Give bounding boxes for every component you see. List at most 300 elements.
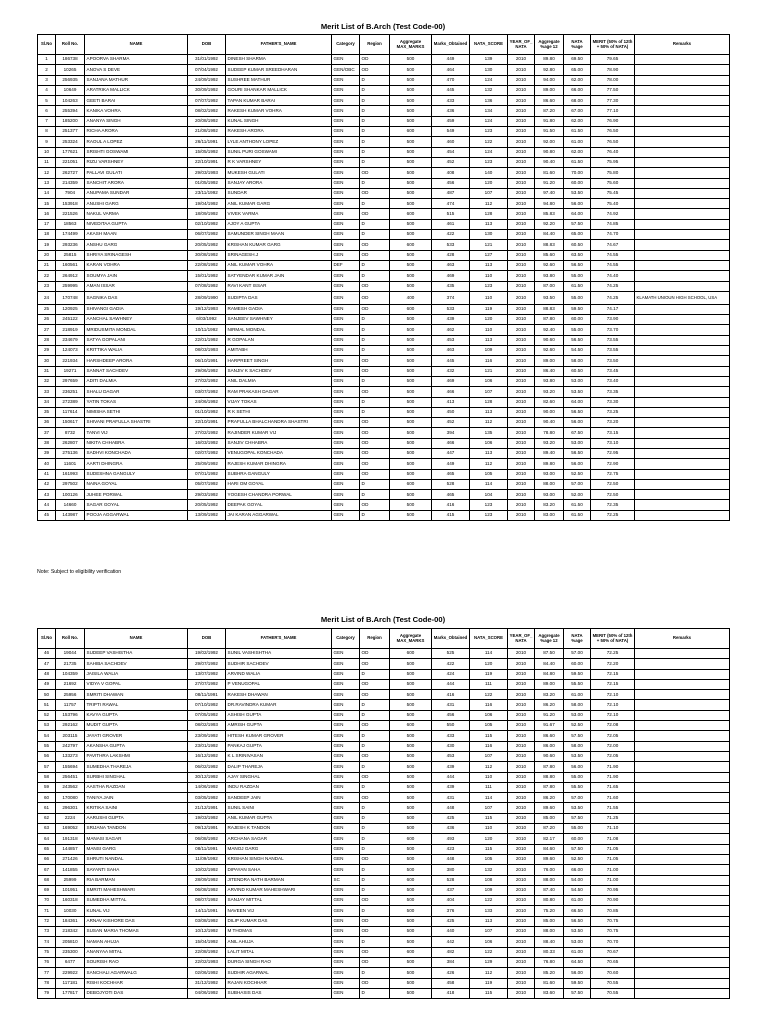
table-cell: 500 (390, 500, 432, 510)
table-cell: 74.25 (591, 291, 635, 304)
table-cell: 170080 (56, 793, 85, 803)
table-cell (635, 762, 730, 772)
table-cell: 119 (470, 304, 508, 314)
table-cell (635, 490, 730, 500)
table-cell: SUNIL VASHISHTHA (226, 649, 332, 659)
table-cell: 97.40 (535, 188, 564, 198)
table-cell: ANANYAA MITAL (85, 947, 188, 957)
table-cell: LYLE ANTHONY LOPEZ (226, 137, 332, 147)
table-row (38, 490, 730, 500)
table-cell: 500 (390, 75, 432, 85)
table-cell (635, 793, 730, 803)
table-cell: 456 (432, 178, 470, 188)
table-cell: SUDEEP VASHISTHA (85, 649, 188, 659)
table-cell: 15/01/1992 (188, 271, 226, 281)
table-cell: 48 (38, 669, 56, 679)
table-cell: 61 (38, 803, 56, 813)
table-cell: 29/03/1993 (188, 168, 226, 178)
table-cell (635, 479, 730, 489)
table-cell: 74.85 (591, 219, 635, 229)
table-cell: OD (360, 649, 390, 659)
table-cell: SOUMYA JAIN (85, 271, 188, 281)
table-cell: GEN (332, 85, 360, 95)
column-header: Category (332, 35, 360, 55)
table-cell: 500 (390, 459, 432, 469)
table-cell: 500 (390, 988, 432, 998)
table-cell: 2010 (508, 854, 535, 864)
table-cell: 33 (38, 387, 56, 397)
table-cell (635, 448, 730, 458)
table-cell: 60.00 (564, 315, 591, 325)
table-cell: 177817 (56, 988, 85, 998)
table-cell: 2010 (508, 490, 535, 500)
table-cell: 2010 (508, 387, 535, 397)
table-cell: 71.55 (591, 803, 635, 813)
table-cell: NAKUL VARMA (85, 209, 188, 219)
table-cell: 112 (470, 762, 508, 772)
table-cell: 2010 (508, 751, 535, 761)
column-header: NATA %age (564, 629, 591, 649)
table-cell: NIVEDITAA GUPTA (85, 219, 188, 229)
table-row (38, 772, 730, 782)
table-cell: SHIVANI PRAFULLA SHASTRI (85, 418, 188, 428)
table-cell: D (360, 335, 390, 345)
table-cell: 7904 (56, 188, 85, 198)
table-cell: 20 (38, 250, 56, 260)
table-cell: 2 (38, 65, 56, 75)
table-cell: 53.50 (564, 927, 591, 937)
table-cell: 15/05/1992 (188, 147, 226, 157)
table-cell: KRISHAN SINGH NANDAL (226, 854, 332, 864)
table-cell: SATYENDAR KUMAR JAIN (226, 271, 332, 281)
table-cell: 21/08/1992 (188, 127, 226, 137)
table-cell: 66.00 (564, 85, 591, 95)
table-cell: 500 (390, 346, 432, 356)
table-cell: GEN (332, 346, 360, 356)
table-cell: 2010 (508, 865, 535, 875)
table-cell: 61.00 (564, 947, 591, 957)
table-cell: 500 (390, 397, 432, 407)
table-cell: 2010 (508, 469, 535, 479)
table-row (38, 700, 730, 710)
table-cell: 58.00 (564, 356, 591, 366)
table-cell: 45 (38, 510, 56, 520)
table-cell: 2010 (508, 947, 535, 957)
table-cell: 56.50 (564, 260, 591, 270)
table-cell: 436 (432, 106, 470, 116)
column-header: Aggregate %age 12 (535, 629, 564, 649)
table-cell: KRITTIKA WALIA (85, 346, 188, 356)
table-cell: OD (360, 721, 390, 731)
table-cell: GEN (332, 387, 360, 397)
table-cell: 500 (390, 178, 432, 188)
table-cell: 500 (390, 885, 432, 895)
table-cell: 92.60 (535, 346, 564, 356)
table-cell: 57.00 (564, 479, 591, 489)
table-cell: 67.50 (564, 428, 591, 438)
table-cell: 76.40 (591, 147, 635, 157)
table-cell: 22/02/1993 (188, 957, 226, 967)
table-cell: D (360, 346, 390, 356)
table-cell: D (360, 271, 390, 281)
table-cell: 120 (470, 315, 508, 325)
table-cell: 442 (432, 937, 470, 947)
table-cell: 82.17 (535, 834, 564, 844)
table-cell: 27/02/1992 (188, 376, 226, 386)
table-cell: 449 (432, 459, 470, 469)
table-cell: 57.50 (564, 813, 591, 823)
page-title-2: Merit List of B.Arch (Test Code-00) (320, 615, 446, 624)
table-cell: D (360, 875, 390, 885)
column-header: Category (332, 629, 360, 649)
table-cell: PAVITHRA LAKSHMI (85, 751, 188, 761)
table-cell: 89.60 (535, 854, 564, 864)
table-row (38, 957, 730, 967)
table-cell: 64.00 (564, 397, 591, 407)
table-cell: 03/05/1992 (188, 793, 226, 803)
table-cell: 56 (38, 751, 56, 761)
table-cell: 63.50 (564, 250, 591, 260)
table-cell: 245122 (56, 315, 85, 325)
table-cell: 2010 (508, 500, 535, 510)
table-header-row (38, 629, 730, 649)
table-cell: 433 (432, 731, 470, 741)
table-cell: D (360, 325, 390, 335)
table-cell: 52.00 (564, 490, 591, 500)
table-cell: 28/09/1990 (188, 291, 226, 304)
table-cell: SHIVANGI GADIA (85, 304, 188, 314)
table-cell: 31/01/1992 (188, 55, 226, 65)
table-cell: 71.08 (591, 834, 635, 844)
table-cell: 500 (390, 260, 432, 270)
table-cell (635, 325, 730, 335)
table-cell: 262727 (56, 168, 85, 178)
table-cell: 51 (38, 700, 56, 710)
table-cell: GEN (332, 157, 360, 167)
table-cell: 74.17 (591, 304, 635, 314)
table-row (38, 834, 730, 844)
table-cell: DINESH SHARMA (226, 55, 332, 65)
table-cell: OD (360, 250, 390, 260)
table-cell: 2010 (508, 315, 535, 325)
table-cell: 143987 (56, 510, 85, 520)
table-cell: 2010 (508, 346, 535, 356)
table-cell: 160561 (56, 260, 85, 270)
table-cell: 19/12/1993 (188, 304, 226, 314)
table-cell: OD (360, 168, 390, 178)
table-cell: 122 (470, 690, 508, 700)
column-header: Marks_Obtained (432, 35, 470, 55)
table-row (38, 418, 730, 428)
table-cell: 08/02/1993 (188, 721, 226, 731)
table-cell: 84.60 (535, 844, 564, 854)
table-cell: GEN (332, 937, 360, 947)
table-cell: OD (360, 896, 390, 906)
table-cell: ANIL KUMAR GARG (226, 199, 332, 209)
table-cell: 117181 (56, 978, 85, 988)
table-cell: 423 (432, 844, 470, 854)
table-cell: 110 (470, 772, 508, 782)
table-cell: 123 (470, 281, 508, 291)
table-cell: 53.00 (564, 438, 591, 448)
table-cell: 52.50 (564, 721, 591, 731)
table-cell: 89.40 (535, 448, 564, 458)
table-cell: 72.35 (591, 500, 635, 510)
table-cell: D (360, 230, 390, 240)
table-cell (635, 188, 730, 198)
table-cell: 500 (390, 927, 432, 937)
table-cell: 79 (38, 988, 56, 998)
table-cell: 73.55 (591, 335, 635, 345)
table-cell: 493 (432, 834, 470, 844)
table-cell: OD (360, 65, 390, 75)
table-cell: 14/06/1992 (188, 782, 226, 792)
table-cell: GEN (332, 906, 360, 916)
table-cell: KAVYA GUPTA (85, 710, 188, 720)
table-cell: 380 (432, 865, 470, 875)
table-cell: 78.80 (535, 428, 564, 438)
table-cell: 89.00 (535, 679, 564, 689)
table-cell: OD (360, 209, 390, 219)
table-cell: 255394 (56, 106, 85, 116)
table-cell: 08/11/1991 (188, 690, 226, 700)
table-cell: R K SETHI (226, 407, 332, 417)
table-cell: 133273 (56, 751, 85, 761)
table-row (38, 376, 730, 386)
table-cell: DEF (332, 260, 360, 270)
table-cell: 528 (432, 479, 470, 489)
table-cell: K L SRINIVASAN (226, 751, 332, 761)
table-row (38, 978, 730, 988)
table-cell: GEN (332, 731, 360, 741)
table-cell: D (360, 700, 390, 710)
table-cell: 500 (390, 366, 432, 376)
table-cell: 8 (38, 127, 56, 137)
table-cell: 22/01/1992 (188, 335, 226, 345)
table-cell: 21735 (56, 659, 85, 669)
table-cell: 20/05/1992 (188, 500, 226, 510)
table-cell: 2010 (508, 271, 535, 281)
table-cell: 83.60 (535, 988, 564, 998)
table-cell: 113 (470, 448, 508, 458)
table-cell: 133 (470, 906, 508, 916)
column-header: Region (360, 629, 390, 649)
table-cell: 2010 (508, 721, 535, 731)
table-cell: SRIJANA TANDON (85, 824, 188, 834)
table-cell: RAKESH ARORA (226, 127, 332, 137)
table-cell: D (360, 937, 390, 947)
table-cell: GEN (332, 75, 360, 85)
table-cell: 19044 (56, 649, 85, 659)
table-cell: 29/07/1992 (188, 659, 226, 669)
table-cell: 08/03/1993 (188, 346, 226, 356)
table-cell: 49 (38, 679, 56, 689)
table-cell: SUSHREE MATHUR (226, 75, 332, 85)
table-cell (635, 741, 730, 751)
table-cell: SANNAT SACHDEV (85, 366, 188, 376)
table-cell: 23/01/1992 (188, 741, 226, 751)
table-cell: 72.20 (591, 659, 635, 669)
table-cell: GEN (332, 325, 360, 335)
table-cell: 87.20 (535, 824, 564, 834)
table-cell: 2010 (508, 649, 535, 659)
table-cell: 2010 (508, 669, 535, 679)
table-cell (635, 407, 730, 417)
table-cell: 16/03/1992 (188, 438, 226, 448)
table-cell: 90.60 (535, 751, 564, 761)
table-cell: 119 (470, 978, 508, 988)
table-cell: 75.95 (591, 157, 635, 167)
table-row (38, 793, 730, 803)
table-cell: 439 (432, 315, 470, 325)
table-row (38, 721, 730, 731)
table-cell: 465 (432, 490, 470, 500)
table-cell: 6477 (56, 957, 85, 967)
table-cell: SANCHALI AGARWALG (85, 968, 188, 978)
table-cell: 71.10 (591, 824, 635, 834)
table-cell: 29/03/1992 (188, 490, 226, 500)
table-cell: 83.20 (535, 690, 564, 700)
table-cell: 120 (470, 659, 508, 669)
table-cell: 73.35 (591, 387, 635, 397)
table-cell: 500 (390, 325, 432, 335)
table-cell: SAHIBA SACHDEV (85, 659, 188, 669)
table-cell: 70.95 (591, 885, 635, 895)
table-cell: SUBHASIS DAS (226, 988, 332, 998)
table-cell: 85.00 (535, 813, 564, 823)
table-cell: MANASI SAGAR (85, 834, 188, 844)
table-cell: JAYATI GROVER (85, 731, 188, 741)
table-cell (635, 137, 730, 147)
table-cell: 70.55 (591, 978, 635, 988)
table-cell: 272389 (56, 397, 85, 407)
table-cell: 90.80 (535, 147, 564, 157)
table-cell: 105 (470, 721, 508, 731)
table-cell: 460 (432, 137, 470, 147)
table-cell: 76.00 (535, 865, 564, 875)
table-cell: 2010 (508, 428, 535, 438)
table-cell: D (360, 75, 390, 85)
table-cell (635, 376, 730, 386)
table-cell: 93.50 (535, 291, 564, 304)
table-cell: 93.20 (535, 387, 564, 397)
table-cell: AKASH MAAN (85, 230, 188, 240)
table-row (38, 824, 730, 834)
table-cell: 56.50 (564, 448, 591, 458)
table-cell: 17 (38, 219, 56, 229)
table-cell: 58.00 (564, 700, 591, 710)
table-cell: 120 (470, 834, 508, 844)
table-cell: 72.10 (591, 690, 635, 700)
table-cell: 235300 (56, 947, 85, 957)
table-cell (635, 865, 730, 875)
table-cell: 74.92 (591, 209, 635, 219)
table-cell: 2010 (508, 793, 535, 803)
table-cell: 57.50 (564, 988, 591, 998)
table-cell: OD (360, 418, 390, 428)
table-cell: 107 (470, 751, 508, 761)
table-cell (635, 500, 730, 510)
table-cell: OD (360, 356, 390, 366)
table-cell: 39 (38, 448, 56, 458)
table-cell: GEN (332, 721, 360, 731)
table-cell: 2010 (508, 366, 535, 376)
table-cell: GEN (332, 137, 360, 147)
table-cell: 72.10 (591, 700, 635, 710)
table-cell: 253324 (56, 137, 85, 147)
table-cell: 19/03/1992 (188, 813, 226, 823)
table-row (38, 260, 730, 270)
table-cell: D (360, 669, 390, 679)
table-cell: 452 (432, 157, 470, 167)
table-cell: GEN (332, 865, 360, 875)
table-cell: 70.75 (591, 916, 635, 926)
table-cell: 292162 (56, 721, 85, 731)
table-cell: 65.00 (564, 230, 591, 240)
table-cell: 15 (38, 199, 56, 209)
table-cell: D (360, 137, 390, 147)
table-cell: 87.40 (535, 885, 564, 895)
table-cell: 458 (432, 978, 470, 988)
table-cell: 56.00 (564, 968, 591, 978)
table-cell: OD (360, 240, 390, 250)
table-cell: 440 (432, 927, 470, 937)
table-cell: 88.80 (535, 772, 564, 782)
table-cell: 439 (432, 762, 470, 772)
table-cell: 29 (38, 346, 56, 356)
table-cell: RICHA ARORA (85, 127, 188, 137)
table-cell: KUNAL SINGH (226, 116, 332, 126)
table-cell: 71.65 (591, 782, 635, 792)
table-cell (635, 147, 730, 157)
table-row (38, 854, 730, 864)
column-header: YEAR_OF_ NATA (508, 35, 535, 55)
table-cell: 2010 (508, 937, 535, 947)
table-cell: 47 (38, 659, 56, 669)
table-cell: 70.00 (564, 168, 591, 178)
table-cell: 76.80 (535, 957, 564, 967)
table-cell: ANSHU GARG (85, 240, 188, 250)
table-cell (635, 438, 730, 448)
column-header: MERIT (50% of 12th + 50% of NATA) (591, 35, 635, 55)
table-cell: 84.40 (535, 659, 564, 669)
table-cell: 60.50 (564, 240, 591, 250)
table-cell: D (360, 782, 390, 792)
table-cell (635, 75, 730, 85)
table-cell: 83.20 (535, 500, 564, 510)
table-cell: 221934 (56, 356, 85, 366)
table-cell: 117614 (56, 407, 85, 417)
table-cell (635, 803, 730, 813)
table-cell: 30/08/1992 (188, 250, 226, 260)
table-cell: 107 (470, 387, 508, 397)
table-cell: 2010 (508, 896, 535, 906)
table-cell: D (360, 988, 390, 998)
column-header: NAME (85, 35, 188, 55)
column-header: NAME (85, 629, 188, 649)
table-row (38, 85, 730, 95)
table-cell: 88.40 (535, 937, 564, 947)
table-cell: 54.00 (564, 875, 591, 885)
table-cell: 415 (432, 510, 470, 520)
table-cell: 525 (432, 649, 470, 659)
table-cell: 256451 (56, 772, 85, 782)
table-cell: 112 (470, 968, 508, 978)
table-cell: 19/02/1992 (188, 649, 226, 659)
table-cell: 119 (470, 669, 508, 679)
table-cell: RAOUL A LOPEZ (85, 137, 188, 147)
table-cell: 2224 (56, 813, 85, 823)
